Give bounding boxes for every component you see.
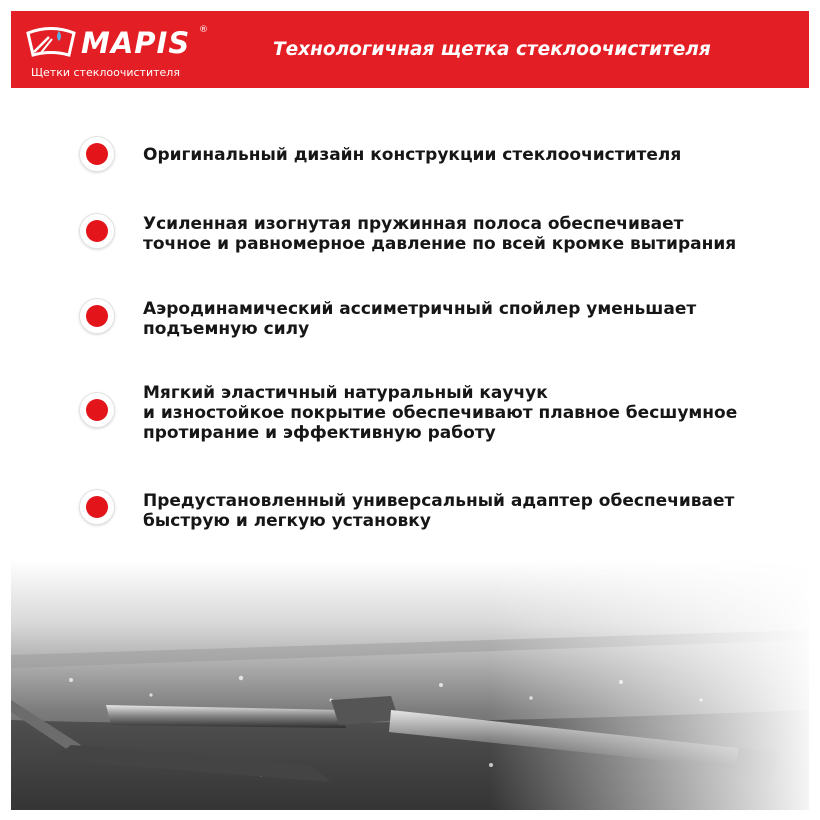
red-dot-bullet-icon	[80, 299, 114, 333]
registered-mark: ®	[199, 25, 208, 35]
feature-text	[143, 299, 696, 339]
wiper-blade-illustration	[11, 560, 809, 810]
red-dot-bullet-icon	[80, 393, 114, 427]
logo-subtitle: Щетки стеклоочистителя	[31, 66, 180, 79]
feature-line: Мягкий эластичный натуральный каучук	[143, 383, 548, 403]
feature-line: и изностойкое покрытие обеспечивают плавное бесшумное	[143, 403, 738, 423]
red-dot-bullet-icon	[80, 490, 114, 524]
feature-text	[143, 145, 681, 165]
logo-wordmark: MAPIS	[81, 26, 191, 60]
red-dot-bullet-icon	[80, 137, 114, 171]
feature-text	[143, 214, 736, 254]
headline: Технологичная щетка стеклоочистителя	[273, 39, 711, 60]
feature-text	[143, 491, 734, 531]
wiper-blade-photo	[11, 560, 809, 810]
feature-text	[143, 383, 737, 443]
feature-line: Усиленная изогнутая пружинная полоса обеспечивает	[143, 214, 684, 234]
feature-line: Аэродинамический ассиметричный спойлер уменьшает	[143, 299, 697, 319]
red-dot-bullet-icon	[80, 214, 114, 248]
feature-line: быструю и легкую установку	[143, 511, 431, 531]
feature-line: подъемную силу	[143, 319, 310, 339]
feature-line: точное и равномерное давление по всей кромке вытирания	[143, 234, 737, 254]
feature-line: Оригинальный дизайн конструкции стеклоочистителя	[143, 145, 682, 165]
feature-line: Предустановленный универсальный адаптер обеспечивает	[143, 491, 735, 511]
feature-line: протирание и эффективную работу	[143, 423, 496, 443]
